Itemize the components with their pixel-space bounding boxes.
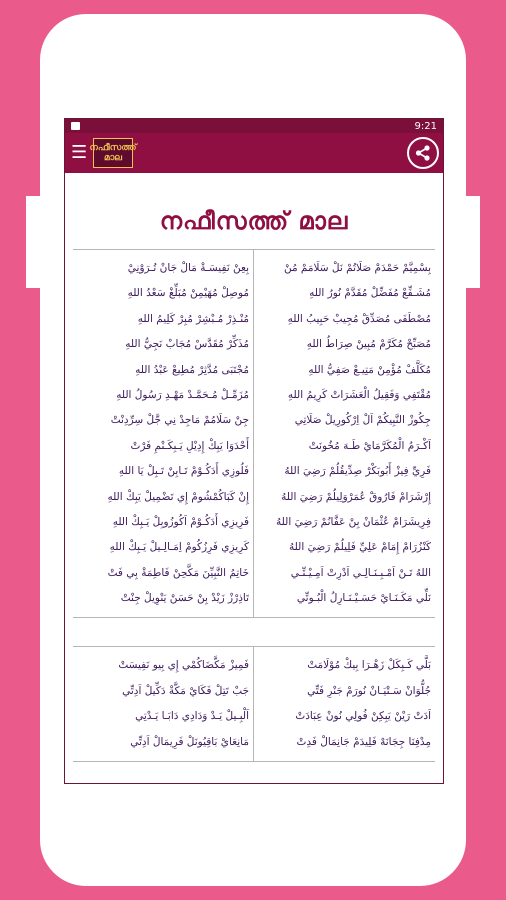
verse-line: مُجْتَبَى مُدَّثِرْ مُطِيعْ عَبْدُ اللهِ [135, 363, 249, 376]
poem-column-right [254, 647, 435, 761]
verse-line: كَرِيزِي فَرِزُكُومْ اِمَـالِـيلْ يَـبِكْ اللهِ [109, 541, 249, 554]
verse-line: إِنْ كَبَاكُمْشُومْ إِي تَضْمِيلْ يَبِكْ اللهِ [107, 490, 249, 503]
verse-line: خَاتِمُ النَّبِيِّنَ مَكَّحِنْ فَاطِمَةْ بِي فَتْ [107, 566, 249, 579]
verse-line: جُلُّوَانْ سَـتْيَـانْ نُورَمْ جَنْرِ فَتِّي [307, 684, 431, 697]
poem-column-left [73, 647, 254, 761]
notification-icon [71, 122, 80, 130]
verse-line: بَلَّي كَـبِكَلْ زَهْـرَا بِيكْ مُوْلَامَتْ [307, 659, 431, 672]
poem-column-left [73, 250, 254, 617]
verse-line: جِنْ سَلَامُمْ مَاجِدْ نِي جَّلْ سِرِّدِنْتْ [110, 414, 249, 427]
verse-line: مُزَمِّـلْ مُـحَمَّـدْ مَهْـدِ رَسُولُ اللهِ [116, 388, 249, 401]
verse-line: اَكْـرَمُ الْمُكَرَّمَايْ طَـهَ مُخُونَتْ [308, 439, 431, 452]
verse-line: مَانِعَايْ بَاقِيُونَلْ فَرِيمَالْ اَدِتِّي [130, 735, 249, 748]
verse-line: جِكُوزْ النَّبِيكُمْ اَلْ اِرْكُورِيلْ صَلَاتِي [294, 414, 431, 427]
verse-line: مُشَـفِّعْ مُفَضِّلْ مُقَدَّمْ نُورُ اللهِ [309, 287, 431, 300]
verse-line: مُوصِلْ مُهَيْمِنْ مُبَلِّغْ سَعْدُ اللهِ [127, 287, 249, 300]
verse-line: مُصْطَفَى مُصَدِّقْ مُجِيبْ حَبِيبُ اللهِ [287, 312, 431, 325]
hamburger-menu-icon[interactable]: ☰ [71, 142, 88, 163]
status-time: 9:21 [414, 120, 437, 132]
verse-line: مُكَلَّفْ مُؤْمِنْ مَتِيـعْ صَفِيُّ اللهِ [308, 363, 431, 376]
verse-line: اللهُ تَـنْ اَمْـبِـنَـالِـي اَدْرِتْ اَمِـيْـتِّـي [290, 566, 431, 579]
poem-column-right [254, 250, 435, 617]
status-bar [65, 119, 443, 133]
verse-line: جَبْ تَتِلْ فَكَايْ مَكَّةْ دَكِّيلْ اَدِتِّي [122, 684, 249, 697]
verse-line: نَلِّي مَكَـنَـايْ حَسَـيْـنَـارِلُ الْبُـوتِّي [296, 592, 431, 605]
verse-line: اَلْبِـيلْ يَـدْ وَدَادِي دَابَـا يَـدْتِي [135, 710, 249, 723]
verse-line: اَدَتْ رَيْنْ يَبِكِنْ فُولِي نُونْ عِبَادَتْ [295, 710, 431, 723]
app-logo: നഫീസത്ത് മാല [93, 138, 133, 168]
poem-block-1 [73, 249, 435, 618]
verse-line: فَرِيزِي أَدَكُـوْمْ اَكُوزُوبِلْ يَـبِكْ اللهِ [112, 515, 249, 528]
verse-line: تَاذِرْزْ زَيْدْ بِنْ حَسَنْ يَنْوِيلْ جِنْتْ [120, 592, 249, 605]
verse-line: مُذَكِّرْ مُقَدَّسْ مُجَابْ نَجِيُّ اللهِ [125, 338, 249, 351]
app-screen [64, 118, 444, 784]
verse-line: مُقْتَفِي وَفَقِيلُ الْعَشَرَاتْ كَرِيمُ اللهِ [287, 388, 431, 401]
verse-line: مِدْفِنَا جِجَانَهْ فَلِيدَمْ جَانِمَالْ فَدِتْ [296, 735, 431, 748]
app-toolbar [65, 133, 443, 173]
verse-line: أَحْدَوَا يَبِكْ إِدِيْلِ يَـبِكَـنْمِ فَرْتْ [130, 439, 249, 452]
poem-block-2 [73, 646, 435, 762]
verse-line: إِرْشَرَامْ فَارُوقْ عُمَرْوَلِيلُمْ رَضِيَ اللهُ [281, 490, 431, 503]
verse-line: مُنْـذِرْ مُـبْشِرْ مُبِرْ كَلِيمُ اللهِ [137, 312, 249, 325]
verse-line: بِسْمِيَّمْ حَمْدَمْ صَلَاتُمْ نَلْ سَلَامَمْ مُنْ [283, 262, 431, 274]
phone-side-tab-left [26, 196, 44, 288]
verse-line: كَنْزُرَامْ إِمَامْ عَلِيِّ فَلِيلُمْ رَضِيَ اللهُ [289, 541, 431, 554]
page-title: നഫീസത്ത് മാല [159, 207, 349, 235]
verse-line: بِعِنْ نَفِيسَـةْ مَالْ جَانْ تُـرَوْنِيْ [127, 262, 249, 274]
verse-line: مُصَبِّحْ مُكَرَّمْ مُبِينْ صِرَاطُ اللهِ [306, 338, 431, 351]
verse-line: فَرِيِّ فِيزْ أَبُوبَكْرْ صِدِّيقُلُمْ رَضِيَ اللهُ [284, 465, 431, 478]
share-button[interactable] [407, 137, 439, 169]
verse-line: فِرِيشَرَامْ عُثْمَانْ بِنْ عَفَّانُمْ رَضِيَ اللهُ [276, 515, 431, 528]
share-icon [414, 144, 432, 162]
phone-side-tab-right [462, 196, 480, 288]
verse-line: فَمِيزْ مَكَّضَاكُمْي إِي بِيو نَفِيسَتْ [118, 659, 249, 672]
verse-line: فَلُوزِي أَدَكُـوْمْ تَـابِنْ تَـبِلْ يَا اللهِ [118, 465, 249, 478]
